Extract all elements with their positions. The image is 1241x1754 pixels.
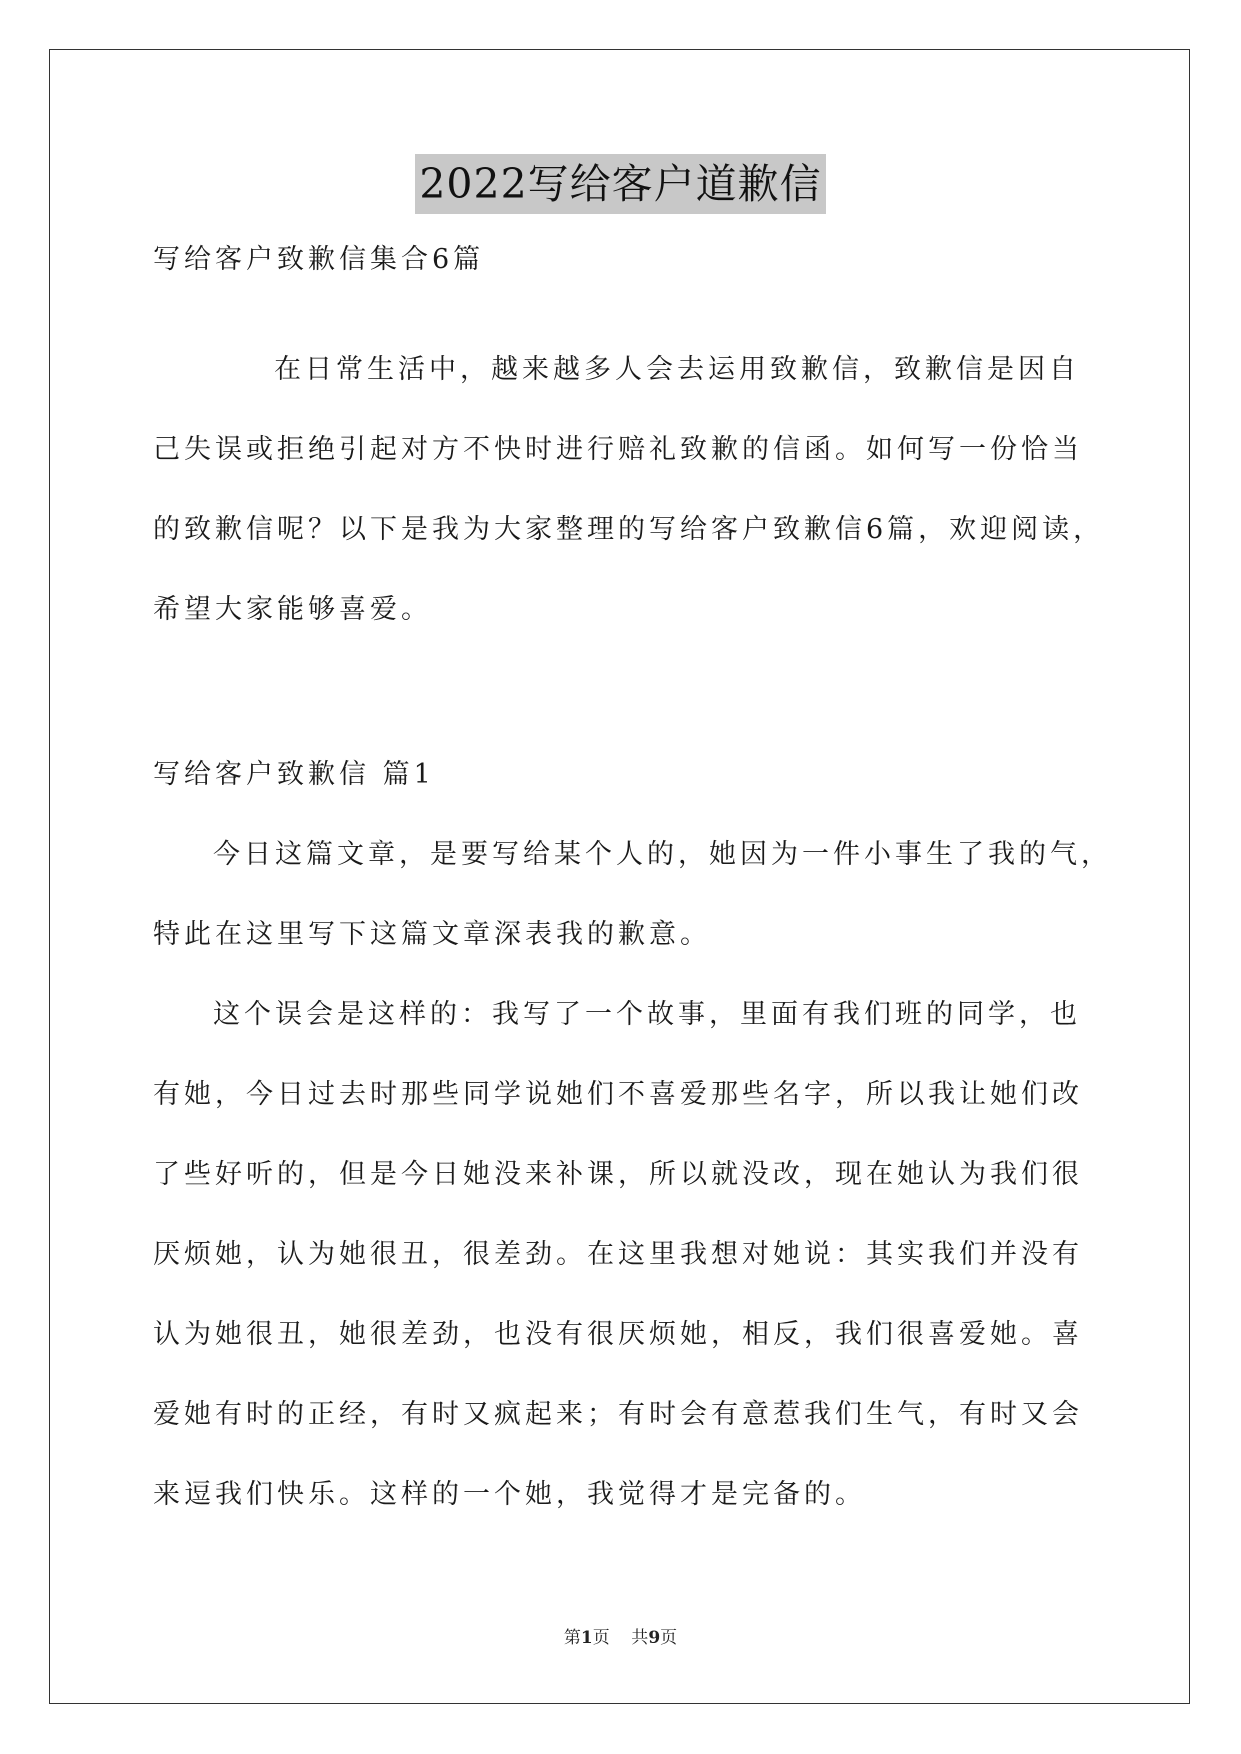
document-title-row bbox=[0, 154, 1241, 214]
subtitle-line: 写给客户致歉信集合6篇 bbox=[153, 244, 485, 275]
body-line-4: 有她，今日过去时那些同学说她们不喜爱那些名字，所以我让她们改 bbox=[153, 1079, 1083, 1110]
section-heading: 写给客户致歉信 篇1 bbox=[153, 759, 435, 790]
footer-mid: 页 共 bbox=[592, 1628, 649, 1648]
document-title: 2022写给客户道歉信 bbox=[415, 154, 825, 214]
body-line-8: 爱她有时的正经，有时又疯起来；有时会有意惹我们生气，有时又会 bbox=[153, 1399, 1083, 1430]
footer-prefix: 第 bbox=[563, 1628, 581, 1648]
body-line-3: 这个误会是这样的：我写了一个故事，里面有我们班的同学，也 bbox=[213, 999, 1081, 1030]
body-line-5: 了些好听的，但是今日她没来补课，所以就没改，现在她认为我们很 bbox=[153, 1159, 1083, 1190]
intro-line-1: 在日常生活中，越来越多人会去运用致歉信，致歉信是因自 bbox=[274, 354, 1080, 385]
intro-line-4: 希望大家能够喜爱。 bbox=[153, 594, 432, 625]
body-line-2: 特此在这里写下这篇文章深表我的歉意。 bbox=[153, 919, 711, 950]
page-border bbox=[49, 49, 1190, 1704]
body-line-9: 来逗我们快乐。这样的一个她，我觉得才是完备的。 bbox=[153, 1479, 866, 1510]
page-footer bbox=[0, 1626, 1241, 1650]
footer-current-page: 1 bbox=[580, 1628, 593, 1648]
intro-line-2: 己失误或拒绝引起对方不快时进行赔礼致歉的信函。如何写一份恰当 bbox=[153, 434, 1083, 465]
body-line-7: 认为她很丑，她很差劲，也没有很厌烦她，相反，我们很喜爱她。喜 bbox=[153, 1319, 1083, 1350]
intro-line-3: 的致歉信呢？以下是我为大家整理的写给客户致歉信6篇，欢迎阅读， bbox=[153, 514, 1105, 545]
footer-total-pages: 9 bbox=[648, 1628, 661, 1648]
body-line-6: 厌烦她，认为她很丑，很差劲。在这里我想对她说：其实我们并没有 bbox=[153, 1239, 1083, 1270]
footer-suffix: 页 bbox=[660, 1628, 678, 1648]
body-line-1: 今日这篇文章，是要写给某个人的，她因为一件小事生了我的气， bbox=[213, 839, 1112, 870]
